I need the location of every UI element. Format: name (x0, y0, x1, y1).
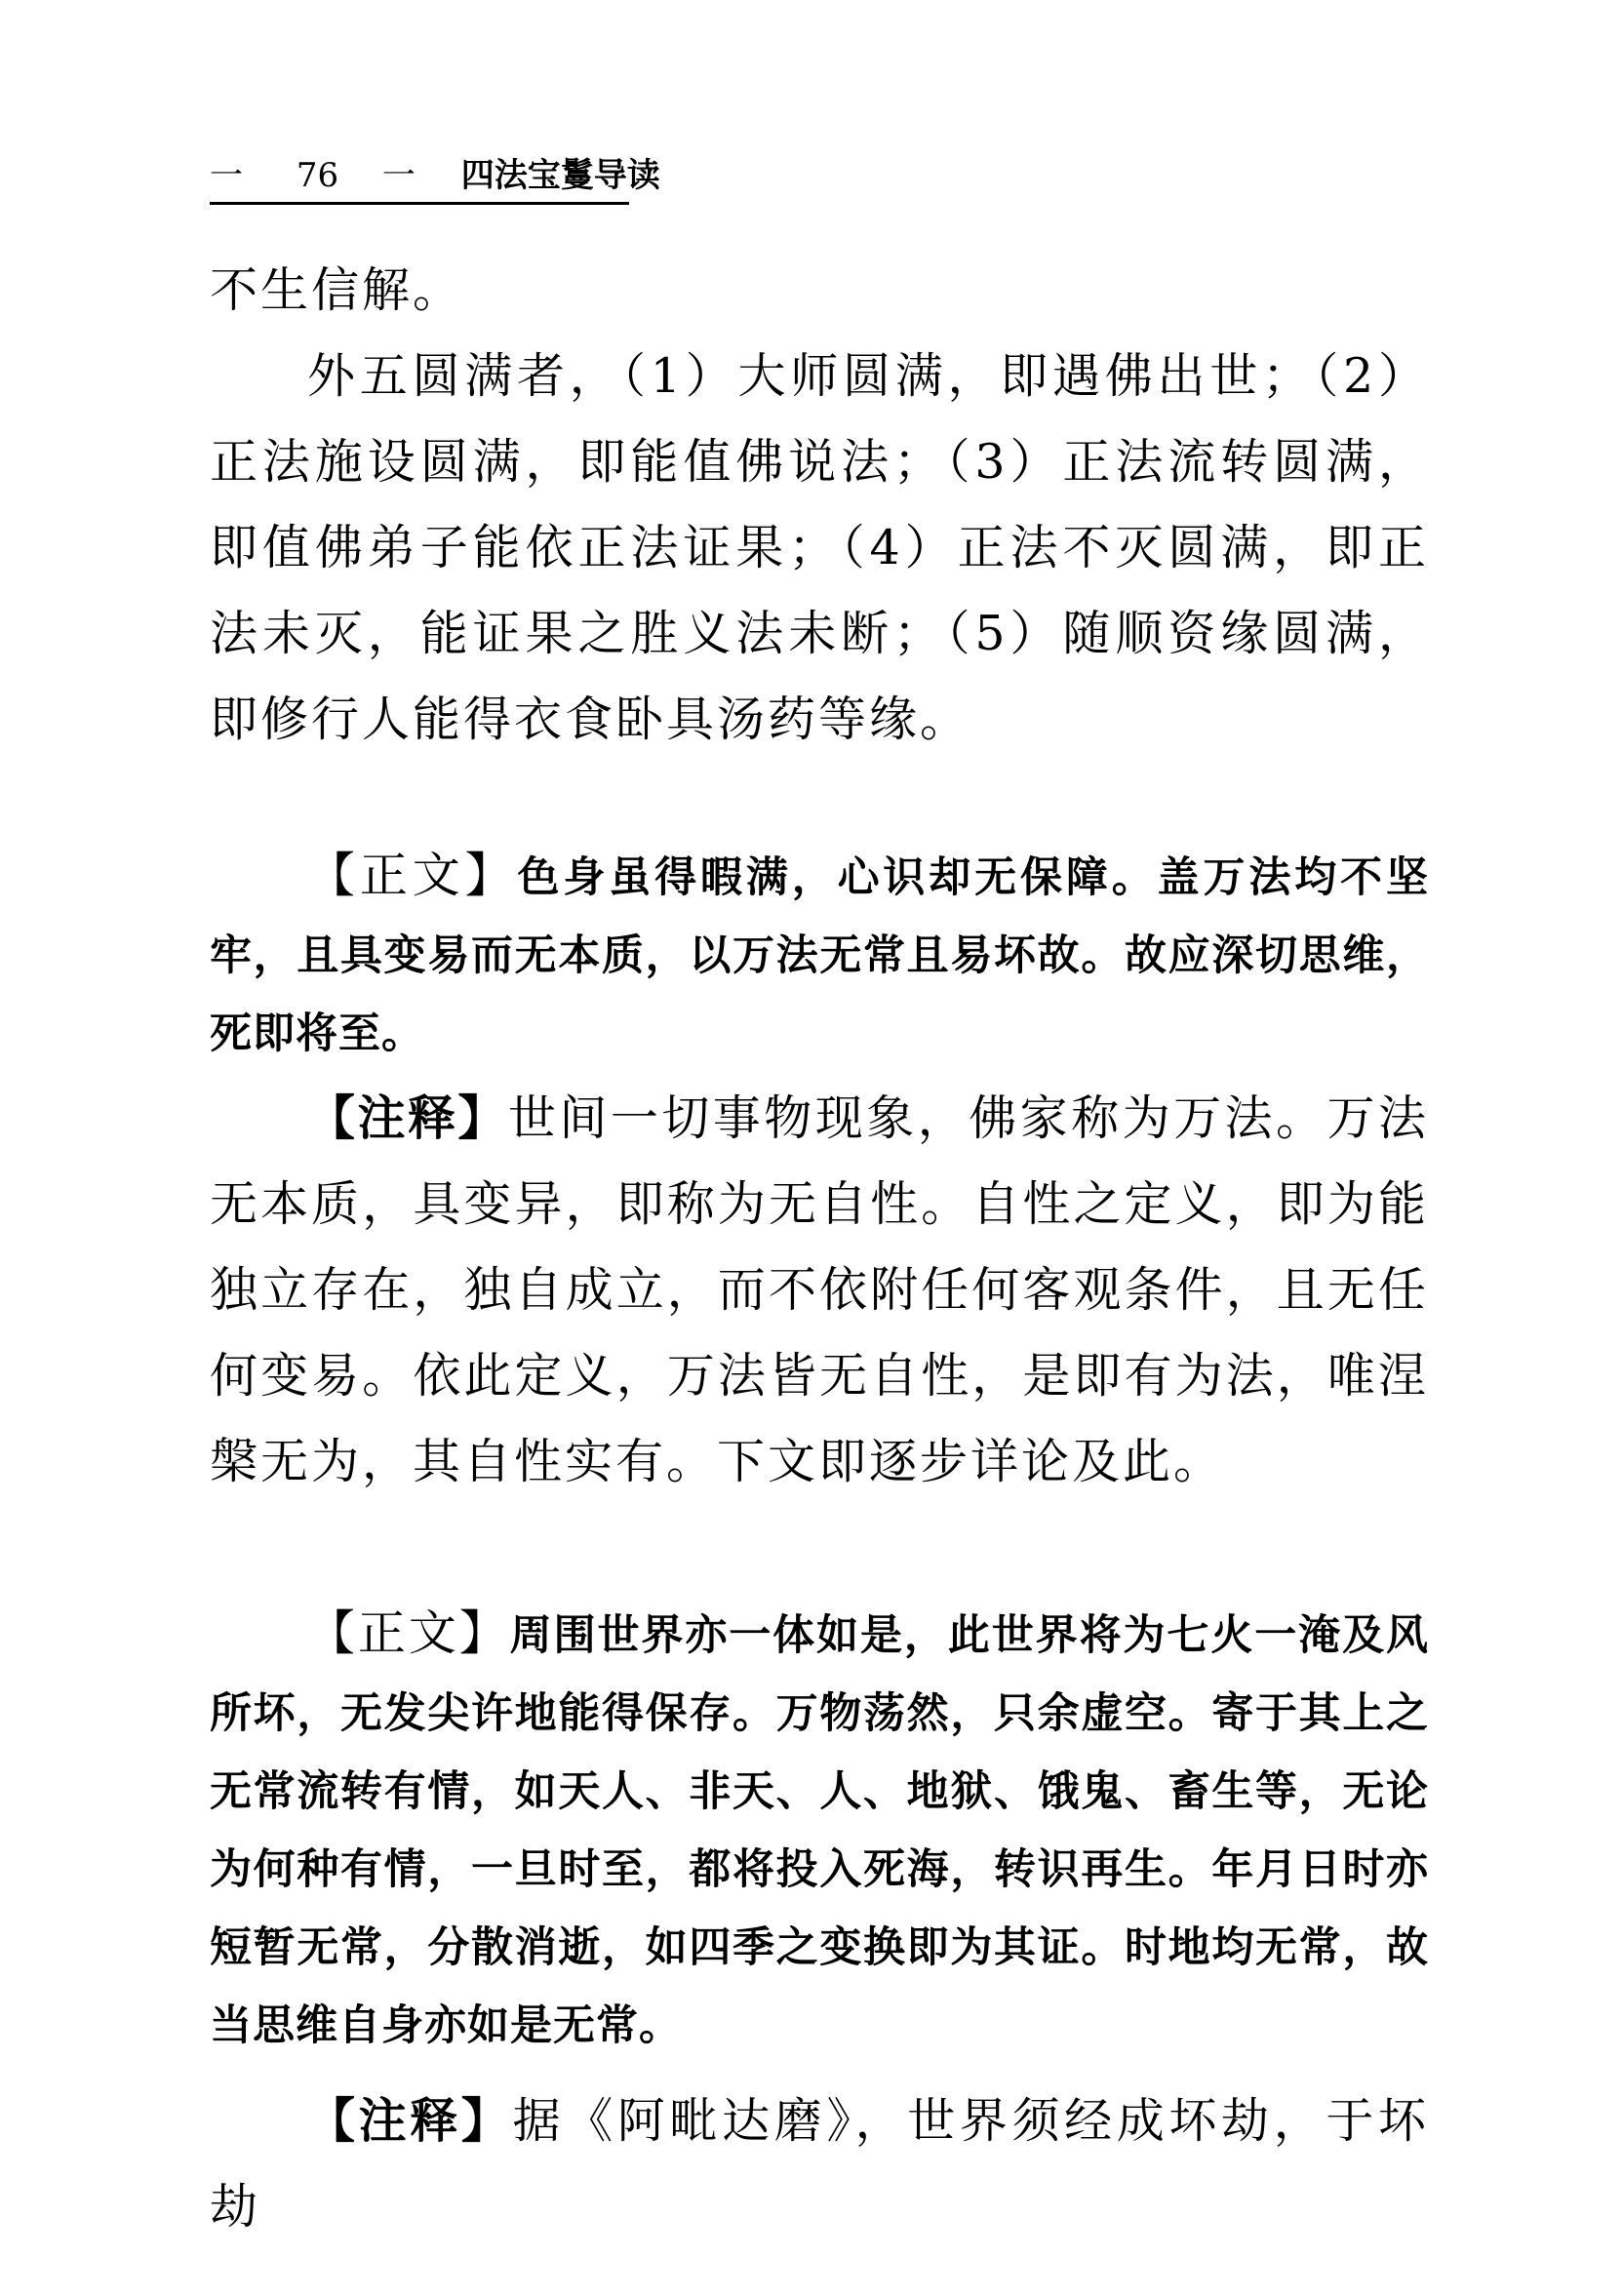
commentary-label: 【注释】 (307, 1089, 508, 1146)
main-text-label: 【正文】 (307, 848, 518, 903)
main-text-1 (210, 837, 1429, 1073)
commentary-1 (210, 1075, 1429, 1505)
running-header (210, 154, 1429, 197)
page-number: 76 (296, 156, 339, 195)
commentary-body: 据《阿毗达磨》，世界须经成坏劫，于坏劫 (210, 2093, 1429, 2235)
header-underline (210, 202, 629, 205)
commentary-label: 【注释】 (307, 2092, 513, 2149)
commentary-body: 世间一切事物现象，佛家称为万法。万法无本质，具变异，即称为无自性。自性之定义，即为能独立存在，独自成立，而不依附任何客观条件，且无任何变易。依此定义，万法皆无自性，是即有为法，唯涅槃无为，其自性实有。下文即逐步详论及此。 (210, 1090, 1429, 1489)
main-text-body: 周围世界亦一体如是，此世界将为七火一淹及风所坏，无发尖许地能得保存。万物荡然，只余虚空。寄于其上之无常流转有情，如天人、非天、人、地狱、饿鬼、畜生等，无论为何种有情，一旦时至，都将投入死海，转识再生。年月日时亦短暂无常，分散消逝，如四季之变换即为其证。时地均无常，故当思维自身亦如是无常。 (210, 1611, 1429, 2050)
header-dash-right: 一 (381, 156, 416, 195)
paragraph-continuation: 不生信解。 (210, 262, 464, 318)
commentary-2 (210, 2078, 1429, 2250)
main-text-body: 色身虽得暇满，心识却无保障。盖万法均不坚牢，且具变易而无本质，以万法无常且易坏故。故应深切思维，死即将至。 (210, 853, 1429, 1058)
paragraph-outer-five-perfections: 外五圆满者，（1）大师圆满，即遇佛出世；（2）正法施设圆满，即能值佛说法；（3）正法流转圆满，即值佛弟子能依正法证果；（4）正法不灭圆满，即正法未灭，能证果之胜义法未断；（5）随顺资缘圆满，即修行人能得衣食卧具汤药等缘。 (210, 348, 1429, 747)
book-title: 四法宝鬘导读 (460, 156, 660, 195)
header-dash-left: 一 (210, 156, 243, 195)
main-text-label: 【正文】 (307, 1605, 510, 1661)
main-text-2 (210, 1595, 1429, 2065)
